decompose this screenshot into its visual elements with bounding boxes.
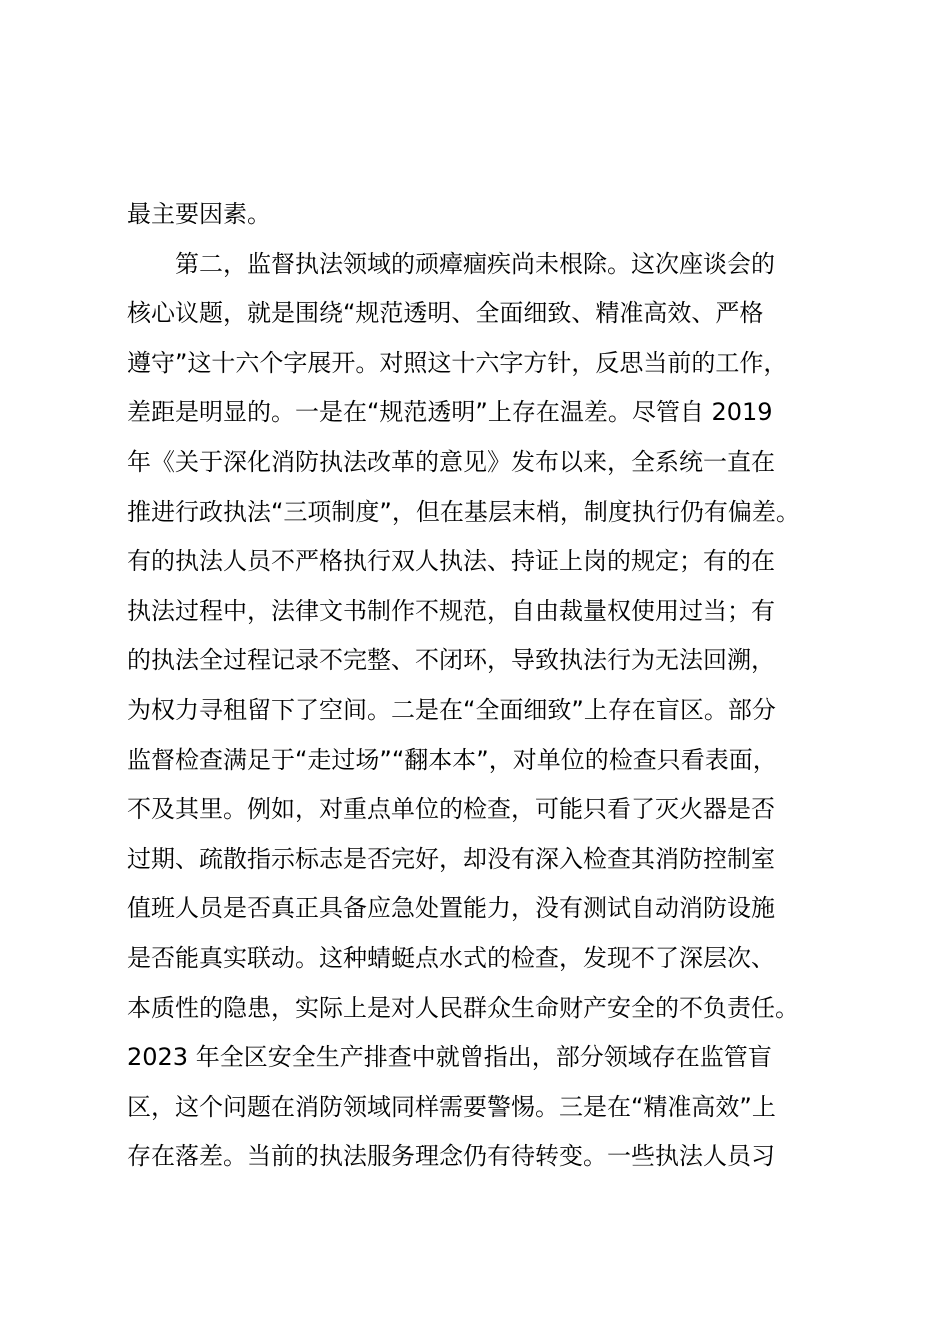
text-line: 差距是明显的。一是在“规范透明”上存在温差。尽管自 2019: [127, 398, 773, 427]
text-line: 监督检查满足于“走过场”“翻本本”，对单位的检查只看表面，: [127, 745, 777, 774]
text-line: 为权力寻租留下了空间。二是在“全面细致”上存在盲区。部分: [127, 695, 776, 724]
paragraph-start-line: 第二，监督执法领域的顽瘴痼疾尚未根除。这次座谈会的: [127, 249, 775, 278]
text-line: 过期、疏散指示标志是否完好，却没有深入检查其消防控制室: [127, 844, 775, 873]
text-line: 存在落差。当前的执法服务理念仍有待转变。一些执法人员习: [127, 1142, 775, 1171]
text-line: 有的执法人员不严格执行双人执法、持证上岗的规定；有的在: [127, 547, 775, 576]
text-line: 推进行政执法“三项制度”，但在基层末梢，制度执行仍有偏差。: [127, 497, 800, 526]
text-line: 2023 年全区安全生产排查中就曾指出，部分领域存在监管盲: [127, 1043, 772, 1072]
text-line: 遵守”这十六个字展开。对照这十六字方针，反思当前的工作，: [127, 348, 788, 377]
body-text: [127, 190, 852, 1182]
text-line: 是否能真实联动。这种蜻蜓点水式的检查，发现不了深层次、: [127, 943, 775, 972]
text-line: 执法过程中，法律文书制作不规范，自由裁量权使用过当；有: [127, 596, 775, 625]
text-line: 年《关于深化消防执法改革的意见》发布以来，全系统一直在: [127, 447, 775, 476]
text-line: 本质性的隐患，实际上是对人民群众生命财产安全的不负责任。: [127, 993, 799, 1022]
text-line: 不及其里。例如，对重点单位的检查，可能只看了灭火器是否: [127, 795, 775, 824]
text-line: 核心议题，就是围绕“规范透明、全面细致、精准高效、严格: [127, 299, 764, 328]
text-line: 最主要因素。: [127, 200, 271, 228]
text-line: 的执法全过程记录不完整、不闭环，导致执法行为无法回溯，: [127, 646, 775, 675]
text-line: 区，这个问题在消防领域同样需要警惕。三是在“精准高效”上: [127, 1092, 776, 1121]
text-line: 值班人员是否真正具备应急处置能力，没有测试自动消防设施: [127, 894, 775, 923]
